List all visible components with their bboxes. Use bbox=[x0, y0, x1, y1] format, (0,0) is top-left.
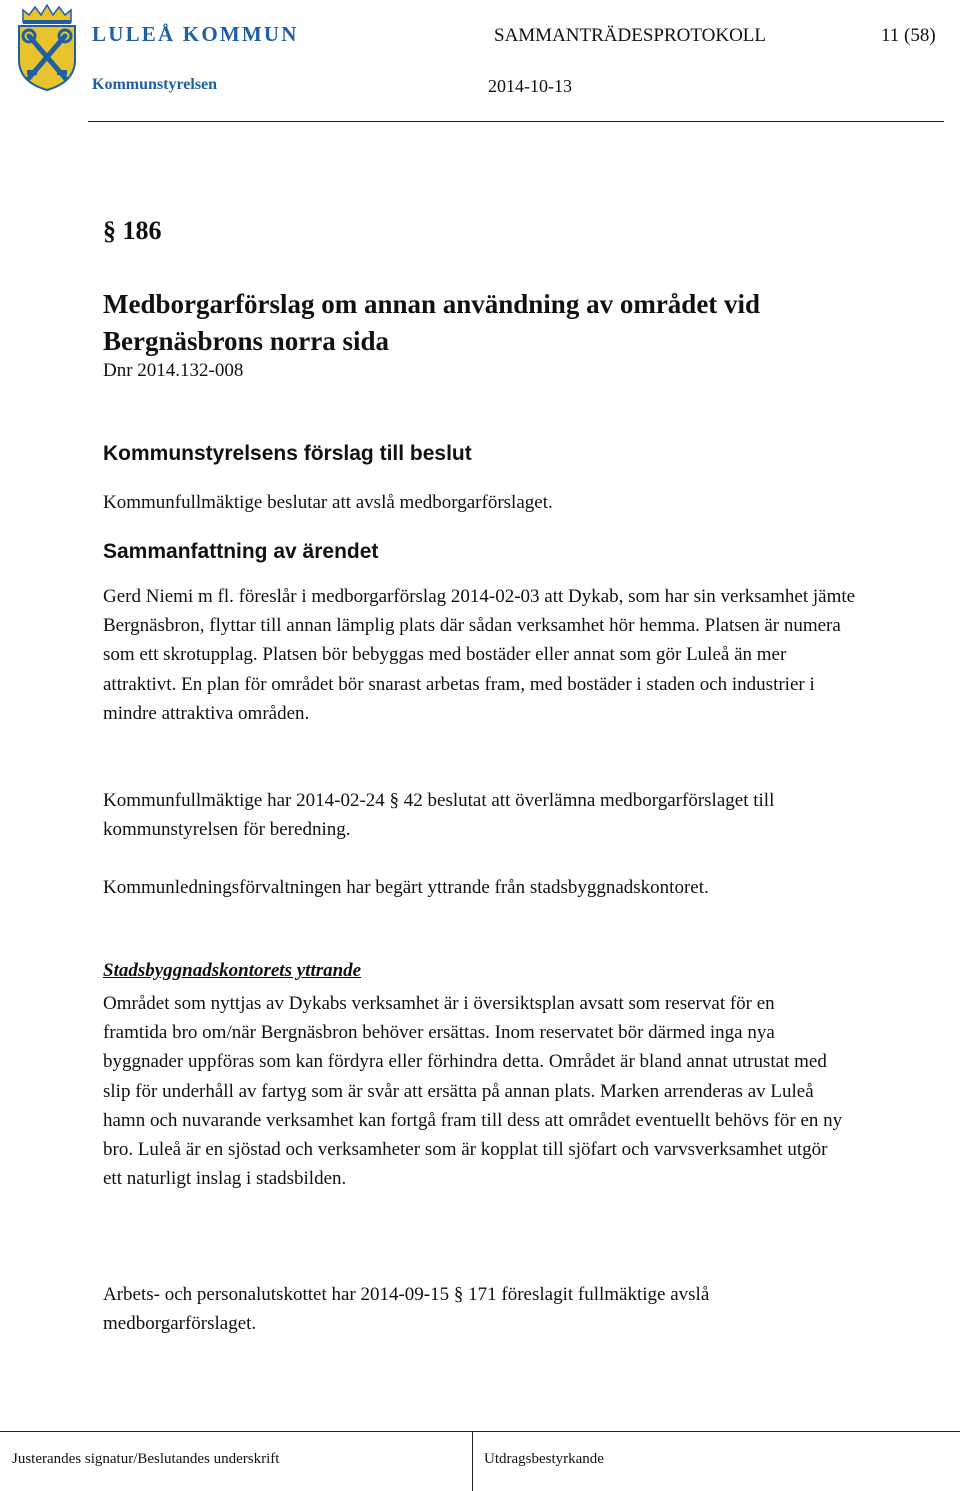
case-number: Dnr 2014.132-008 bbox=[103, 360, 244, 381]
board-name: Kommunstyrelsen bbox=[92, 76, 218, 93]
summary-paragraph: Kommunfullmäktige har 2014-02-24 § 42 beslutat att överlämna medborgarförslaget till kommunstyrelsen för beredning. bbox=[103, 790, 775, 841]
summary-heading: Sammanfattning av ärendet bbox=[103, 540, 379, 563]
summary-paragraph: Kommunledningsförvaltningen har begärt yttrande från stadsbyggnadskontoret. bbox=[103, 877, 709, 898]
organization-name: LULEÅ KOMMUN bbox=[92, 22, 299, 46]
footer-divider bbox=[0, 1431, 960, 1432]
proposal-text: Kommunfullmäktige beslutar att avslå medborgarförslaget. bbox=[103, 492, 553, 513]
certification-label: Utdragsbestyrkande bbox=[484, 1451, 604, 1467]
page-number: 11 (58) bbox=[881, 25, 936, 46]
committee-decision-text: Arbets- och personalutskottet har 2014-09-15 § 171 föreslagit fullmäktige avslå medborgarförslaget. bbox=[103, 1284, 710, 1335]
paragraph-number: § 186 bbox=[103, 216, 162, 245]
statement-text: Området som nyttjas av Dykabs verksamhet är i översiktsplan avsatt som reservat för en framtida bro om/när Bergnäsbron behöver ersättas. Inom reservatet bör därmed inga nya byggnader uppföras som kan fördyra eller förhindra detta. Området är bland annat utrustat med slip för underhåll av fartyg som är svår att ersätta på annan plats. Marken arrenderas av Luleå hamn och nuvarande verksamhet kan fortgå fram till dess att området eventuellt behövs för en ny bro. Luleå är en sjöstad och verksamheter som är kopplat till sjöfart och varvsverksamhet utgör ett naturligt inslag i stadsbilden. bbox=[103, 993, 843, 1190]
footer-column-divider bbox=[472, 1432, 473, 1491]
header-divider bbox=[88, 121, 944, 122]
page-title: Medborgarförslag om annan användning av området vid Bergnäsbrons norra sida bbox=[103, 289, 761, 356]
signature-label: Justerandes signatur/Beslutandes underskrift bbox=[12, 1451, 280, 1467]
statement-heading: Stadsbyggnadskontorets yttrande bbox=[103, 960, 362, 981]
luleå-coat-of-arms-icon bbox=[15, 4, 79, 92]
meeting-date: 2014-10-13 bbox=[488, 76, 572, 96]
proposal-heading: Kommunstyrelsens förslag till beslut bbox=[103, 442, 472, 465]
summary-paragraph: Gerd Niemi m fl. föreslår i medborgarförslag 2014-02-03 att Dykab, som har sin verksamhet jämte Bergnäsbron, flyttar till annan lämplig plats där sådan verksamhet hör hemma. Platsen är numera som ett skrotupplag. Platsen bör bebyggas med bostäder eller annat som gör Luleå än mer attraktivt. En plan för området bör snarast arbetas fram, med bostäder i staden och industrier i mindre attraktiva områden. bbox=[103, 586, 856, 724]
document-type: SAMMANTRÄDESPROTOKOLL bbox=[494, 25, 767, 46]
